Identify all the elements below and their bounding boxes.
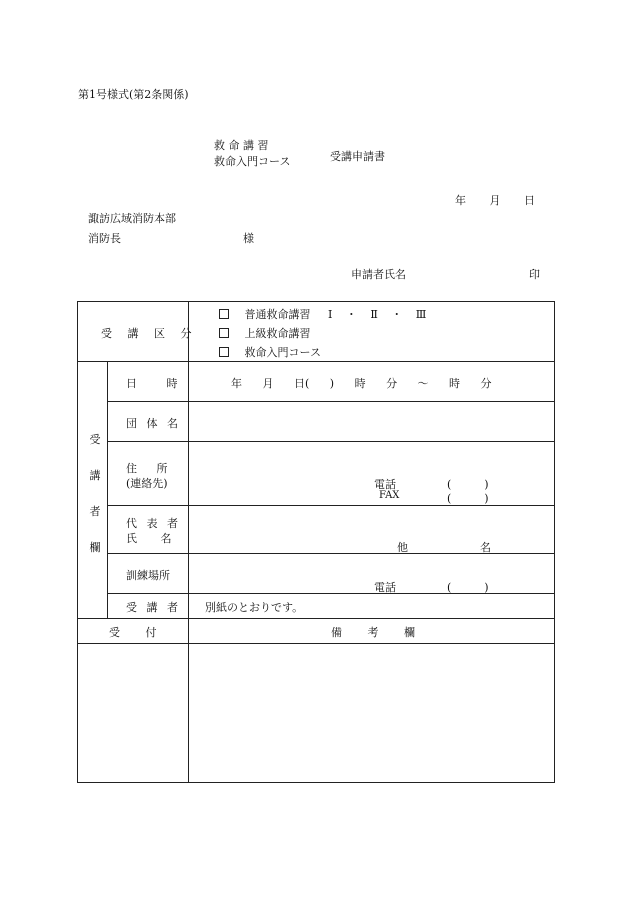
- checkbox-icon[interactable]: [219, 328, 229, 338]
- address-label-sub: (連絡先): [126, 477, 168, 490]
- title-line-1: 救 命 講 習: [214, 139, 269, 152]
- course-option-label: 救命入門コース: [244, 346, 321, 359]
- form-number: 第1号様式(第2条関係): [78, 88, 189, 101]
- representative-label: 代 表 者: [126, 517, 181, 530]
- addressee-title: 消防長: [88, 232, 121, 245]
- course-option-3[interactable]: [219, 344, 321, 360]
- address-label: 住 所: [126, 462, 168, 475]
- row-divider: [77, 618, 555, 619]
- course-levels: Ⅰ ・ Ⅱ ・ Ⅲ: [328, 308, 427, 321]
- venue-label: 訓練場所: [126, 569, 170, 582]
- attendees-value: 別紙のとおりです。: [205, 601, 304, 614]
- reception-cell[interactable]: [78, 644, 187, 782]
- others-label: 他: [397, 541, 408, 554]
- seal-mark: 印: [529, 268, 540, 281]
- row-divider: [77, 361, 555, 362]
- side-label-char: 受: [89, 433, 101, 446]
- course-type-label: 受 講 区 分: [101, 327, 198, 340]
- side-label-char: 講: [89, 469, 101, 482]
- representative-label-sub: 氏 名: [126, 532, 172, 545]
- reception-label: 受 付: [109, 626, 157, 639]
- remarks-cell[interactable]: [189, 644, 554, 782]
- addressee-department: 諏訪広域消防本部: [88, 212, 176, 225]
- datetime-value[interactable]: 年 月 日( ) 時 分 ～ 時 分: [231, 377, 492, 390]
- title-course-stack: [214, 138, 290, 170]
- tel-label: 電話: [374, 478, 396, 491]
- course-option-1[interactable]: [219, 306, 426, 322]
- venue-tel-label: 電話: [374, 581, 396, 594]
- fax-value[interactable]: ( ): [447, 492, 489, 505]
- checkbox-icon[interactable]: [219, 347, 229, 357]
- document-title: 受講申請書: [330, 150, 385, 163]
- datetime-label: 日 時: [126, 377, 178, 390]
- title-line-2: 救命入門コース: [214, 155, 291, 168]
- course-option-label: 普通救命講習: [244, 308, 311, 321]
- attendees-label: 受 講 者: [126, 601, 181, 614]
- checkbox-icon[interactable]: [219, 309, 229, 319]
- others-unit: 名: [480, 541, 491, 554]
- fax-label: FAX: [379, 490, 400, 501]
- side-label-char: 欄: [89, 541, 101, 554]
- venue-tel-value[interactable]: ( ): [447, 581, 489, 594]
- side-label-char: 者: [89, 505, 101, 518]
- course-option-label: 上級救命講習: [244, 327, 311, 340]
- remarks-label: 備 考 欄: [331, 626, 415, 639]
- tel-value[interactable]: ( ): [447, 478, 489, 491]
- row-divider: [107, 441, 555, 442]
- group-name-label: 団 体 名: [126, 417, 181, 430]
- column-divider: [107, 361, 108, 618]
- group-name-cell[interactable]: [189, 402, 554, 440]
- course-option-2[interactable]: [219, 325, 311, 341]
- date-line: 年 月 日: [455, 194, 535, 207]
- honorific: 様: [243, 232, 254, 245]
- applicant-name-label: 申請者氏名: [351, 268, 406, 281]
